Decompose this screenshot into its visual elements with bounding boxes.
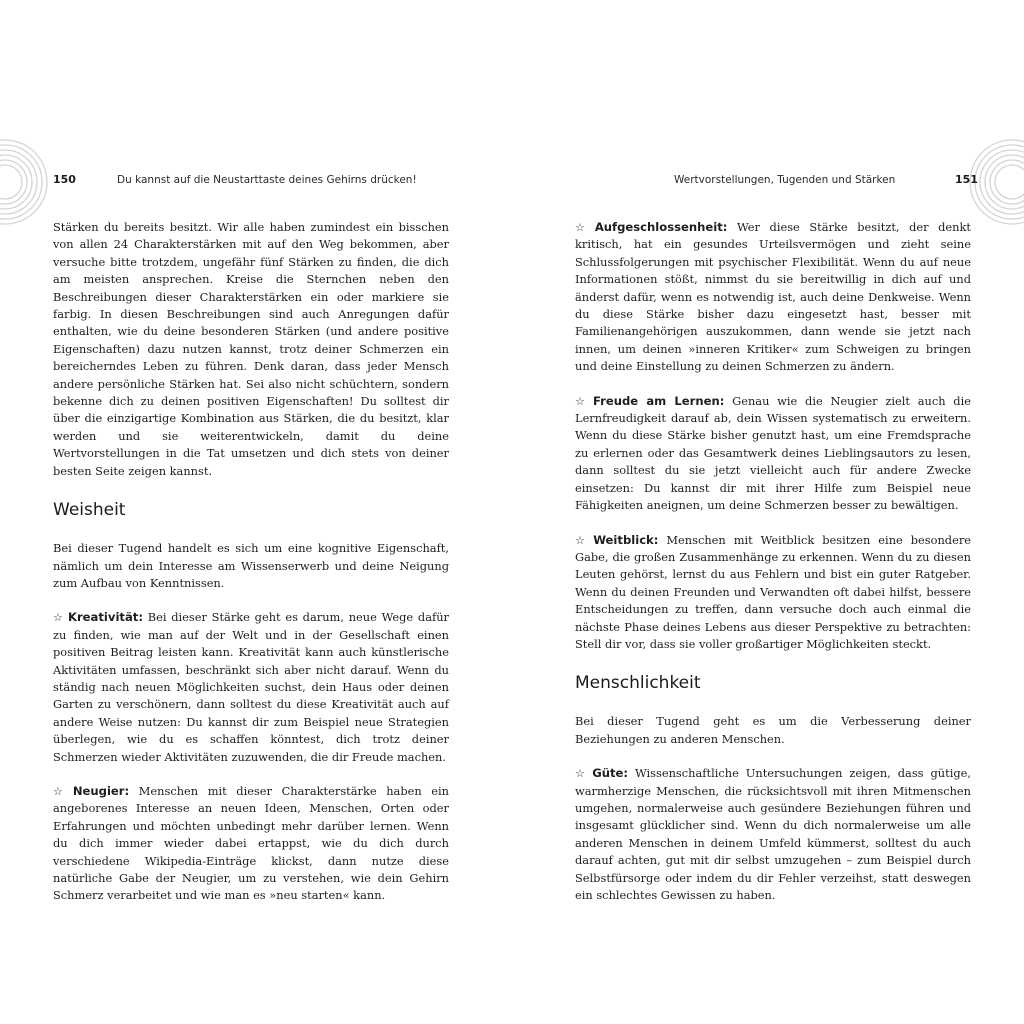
running-header: Wertvorstellungen, Tugenden und Stärken xyxy=(674,174,896,186)
star-icon: ☆ xyxy=(575,221,591,234)
strength-text: Bei dieser Stärke geht es darum, neue Wege dafür zu finden, wie man auf der Welt und in der Gesellschaft einen positiven Beitrag leisten kann. Kreativität kann auch künstlerische Aktivitäten umfassen, beschränkt sich aber nicht darauf. Wenn du ständig nach neuen Möglichkeiten suchst, dein Haus oder deinen Garten zu verschönern, dann solltest du diese Kreativität auch auf andere Weise nutzen: Du kannst dir zum Beispiel neue Strategien überlegen, wie du es schaffen könntest, dich trotz deiner Schmerzen wieder Aktivitäten zuzuwenden, die dir Freude machen. xyxy=(53,610,449,764)
strength-name: Freude am Lernen: xyxy=(592,393,725,408)
section-title-menschlichkeit: Menschlichkeit xyxy=(575,673,701,694)
right-page-body xyxy=(575,219,971,904)
section-intro-paragraph: Bei dieser Tugend geht es um die Verbesserung deiner Beziehungen zu anderen Menschen. xyxy=(575,714,971,746)
strength-text: Menschen mit dieser Charakterstärke haben ein angeborenes Interesse an neuen Ideen, Menschen, Orten oder Erfahrungen und möchten unbedingt mehr darüber lernen. Wenn du dich immer wieder dabei ertappst, wie du dich durch verschiedene Wikipedia-Einträge klickst, dann nutze diese natürliche Gabe der Neugier, um zu verstehen, wie dein Gehirn Schmerz verarbeitet und wie man es »neu starten« kann. xyxy=(53,783,449,903)
strength-text: Genau wie die Neugier zielt auch die Lernfreudigkeit darauf ab, dein Wissen systematisch zu erweitern. Wenn du diese Stärke bisher genutzt hast, um eine Fremdsprache zu erlernen oder das Gesamtwerk deines Lieblingsautors zu lesen, dann solltest du sie jetzt vielleicht auch für andere Zwecke einsetzen: Du kannst dir mit ihrer Hilfe zum Beispiel neue Fähigkeiten aneignen, um deine Schmerzen besser zu bewältigen. xyxy=(575,393,971,513)
star-icon: ☆ xyxy=(53,784,69,798)
star-icon: ☆ xyxy=(53,611,64,625)
strength-name: Kreativität: xyxy=(67,610,143,625)
strength-text: Wer diese Stärke besitzt, der denkt kritisch, hat ein gesundes Urteilsvermögen und zieht seine Schlussfolgerungen mit psychischer Flexibilität. Wenn du auf neue Informationen stößt, nimmst du sie bereitwillig in dich auf und änderst dafür, wenn es notwendig ist, auch deine Denkweise. Wenn du diese Stärke bisher dazu eingesetzt hast, besser mit Familienangehörigen auszukommen, dann wende sie jetzt nach innen, um deinen »inneren Kritiker« zum Schweigen zu bringen und deine Einstellung zu deinen Schmerzen zu ändern. xyxy=(575,220,971,374)
right-page xyxy=(512,0,1024,1024)
strength-entry-aufgeschlossenheit xyxy=(575,219,971,376)
star-icon: ☆ xyxy=(575,394,589,408)
strength-entry-neugier xyxy=(53,783,449,905)
running-header: Du kannst auf die Neustarttaste deines Gehirns drücken! xyxy=(117,174,417,186)
strength-entry-guete xyxy=(575,765,971,904)
star-icon: ☆ xyxy=(575,533,590,547)
section-title-weisheit: Weisheit xyxy=(53,500,126,521)
strength-entry-kreativitaet xyxy=(53,609,449,766)
intro-paragraph: Stärken du bereits besitzt. Wir alle haben zumindest ein bisschen von allen 24 Charakterstärken mit auf den Weg bekommen, aber versuche bitte trotzdem, ungefähr fünf Stärken zu finden, die dich am meisten ansprechen. Kreise die Sternchen neben den Beschreibungen dieser Charakterstärken ein oder markiere sie farbig. In diesen Beschreibungen sind auch Anregungen dafür enthalten, wie du deine besonderen Stärken (und andere positive Eigenschaften) dazu nutzen kannst, trotz deiner Schmerzen ein bereicherndes Leben zu führen. Denk daran, dass jeder Mensch andere persönliche Stärken hat. Sei also nicht schüchtern, sondern bekenne dich zu deinen positiven Eigenschaften! Du solltest dir über die einzigartige Kombination aus Stärken, die du besitzt, klar werden und sie weiterentwickeln, damit du deine Wertvorstellungen in die Tat umsetzen und dich stets von deiner besten Seite zeigen kannst. xyxy=(53,220,449,478)
section-intro-paragraph: Bei dieser Tugend handelt es sich um eine kognitive Eigenschaft, nämlich um dein Interesse am Wissenserwerb und deine Neigung zum Aufbau von Kenntnissen. xyxy=(53,541,449,590)
strength-name: Aufgeschlossenheit: xyxy=(594,220,728,234)
strength-text: Menschen mit Weitblick besitzen eine besondere Gabe, die großen Zusammenhänge zu erkennen. Wenn du zu diesen Leuten gehörst, lernst du aus Fehlern und bist ein guter Ratgeber. Wenn du deinen Freunden und Verwandten oft dabei hilfst, bessere Entscheidungen zu treffen, dann versuche doch auch einmal die nächste Phase deines Lebens aus dieser Perspektive zu betrachten: Stell dir vor, dass sie voller großartiger Möglichkeiten steckt. xyxy=(575,532,972,651)
page-number: 150 xyxy=(53,173,76,186)
star-icon: ☆ xyxy=(575,767,589,781)
concentric-circles-decoration xyxy=(0,137,50,227)
strength-entry-freude-am-lernen xyxy=(575,393,971,515)
strength-entry-weitblick xyxy=(575,532,971,654)
page-number: 151 xyxy=(955,173,978,186)
left-page-body xyxy=(53,219,449,905)
strength-name: Neugier: xyxy=(72,783,130,798)
strength-text: Wissenschaftliche Untersuchungen zeigen, dass gütige, warmherzige Menschen, die rücksichtsvoll mit ihren Mitmenschen umgehen, normalerweise auch gesündere Beziehungen führen und insgesamt glücklicher sind. Wenn du dich normalerweise um alle anderen Menschen in deinem Umfeld kümmerst, solltest du auch darauf achten, gut mit dir selbst umzugehen – zum Beispiel durch Selbstfürsorge oder indem du dir Fehler verzeihst, statt deswegen ein schlechtes Gewissen zu haben. xyxy=(575,766,971,902)
strength-name: Güte: xyxy=(592,766,629,781)
strength-name: Weitblick: xyxy=(593,532,659,547)
